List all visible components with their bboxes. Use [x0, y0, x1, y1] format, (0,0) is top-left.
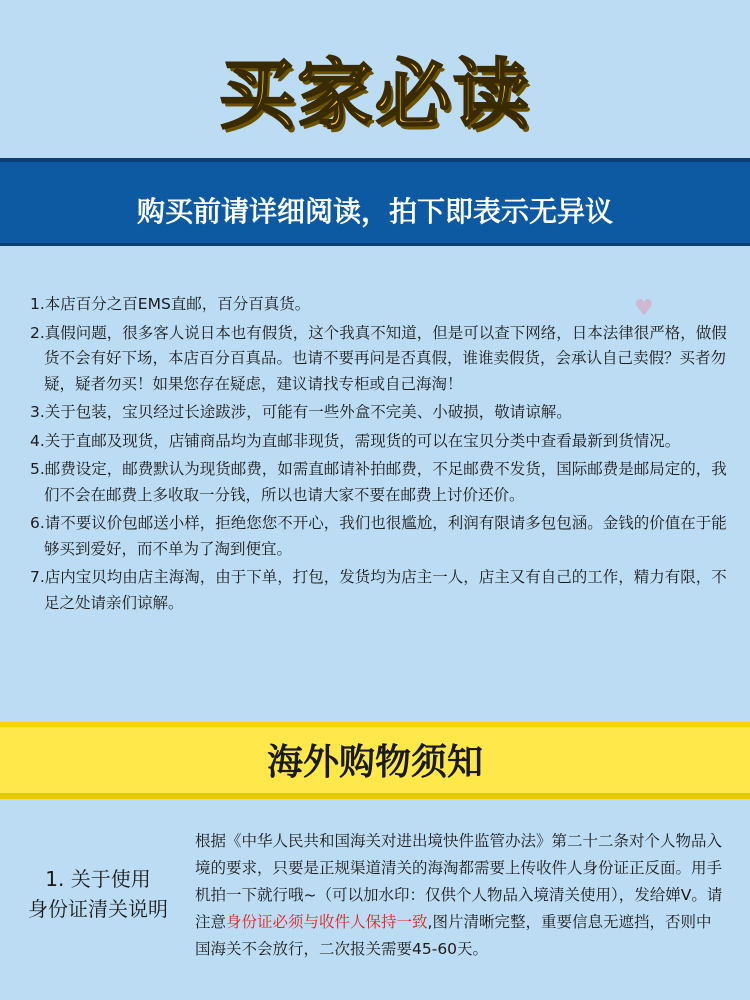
rule-text: 请不要议价包邮送小样，拒绝您您不开心，我们也很尴尬，利润有限请多包包涵。金钱的价值在于能够买到爱好，而不单为了淘到便宜。: [44, 514, 727, 558]
rule-text: 店内宝贝均由店主海淘，由于下单，打包，发货均为店主一人，店主又有自己的工作，精力有限，不足之处请亲们谅解。: [44, 568, 727, 612]
rule-number: 2.: [30, 323, 45, 342]
rule-item: [30, 511, 730, 562]
rule-number: 4.: [30, 431, 45, 450]
rule-number: 6.: [30, 514, 45, 532]
rule-text: 本店百分之百EMS直邮，百分百真货。: [44, 295, 311, 313]
page-title: 买家必读: [219, 50, 531, 139]
heart-icon: ♥: [634, 296, 654, 321]
id-warning-text: 身份证必须与收件人保持一致: [226, 913, 428, 931]
rule-item: [30, 400, 730, 426]
rule-text: 关于直邮及现货，店铺商品均为直邮非现货，需现货的可以在宝贝分类中查看最新到货情况。: [44, 431, 681, 450]
rule-text: 真假问题，很多客人说日本也有假货，这个我真不知道，但是可以查下网络，日本法律很严格，做假货不会有好下场，本店百分百真品。也请不要再问是否真假，谁谁卖假货，会承认自己卖假？买者勿疑，疑者勿买！如果您存在疑虑，建议请找专柜或自己海淘！: [44, 323, 727, 393]
section-title: 海外购物须知: [266, 742, 483, 783]
rule-item: [30, 457, 730, 508]
id-instruction-body: [195, 828, 725, 963]
id-label-line1: 1. 关于使用: [45, 867, 151, 891]
rule-item: [30, 321, 730, 398]
id-body-text: 根据《中华人民共和国海关对进出境快件监管办法》第二十二条对个人物品入境的要求，只要是正规渠道清关的海淘都需要上传收件人身份证正反面。用手机拍一下就行哦~（可以加水印：仅供个人物品入境清关使用），发给婵V。请注意: [195, 832, 723, 931]
rule-text: 邮费设定，邮费默认为现货邮费，如需直邮请补拍邮费，不足邮费不发货，国际邮费是邮局定的，我们不会在邮费上多收取一分钱，所以也请大家不要在邮费上讨价还价。: [44, 460, 727, 504]
rule-number: 5.: [30, 460, 45, 478]
id-label-line2: 身份证清关说明: [28, 897, 168, 921]
rule-number: 7.: [30, 568, 45, 586]
rule-item: [30, 429, 730, 455]
id-instruction-label: [8, 864, 188, 924]
subtitle-text: 购买前请详细阅读，拍下即表示无异议: [136, 195, 613, 228]
rule-number: 3.: [30, 403, 45, 421]
rule-text: 关于包装，宝贝经过长途跋涉，可能有一些外盒不完美、小破损，敬请谅解。: [44, 403, 572, 421]
id-body-text-end: ,图片清晰完整，重要信息无遮挡，否则中国海关不会放行，二次报关需要45-60天。: [195, 913, 712, 958]
rule-number: 1.: [30, 295, 45, 313]
rules-list: [30, 292, 730, 619]
rule-item: [30, 565, 730, 616]
rule-item: [30, 292, 730, 318]
